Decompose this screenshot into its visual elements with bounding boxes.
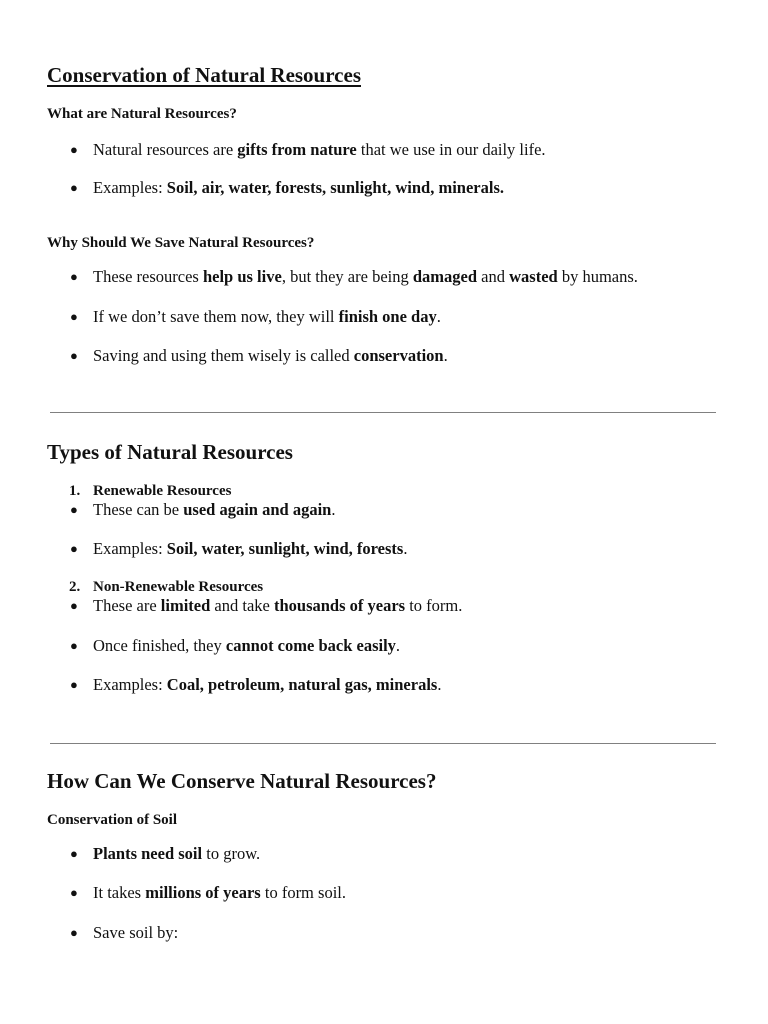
bold-run: wasted [509, 267, 558, 286]
text-run: and take [210, 596, 274, 615]
bold-run: millions of years [145, 883, 261, 902]
bullet-icon: ● [70, 180, 78, 195]
list-item [70, 178, 504, 198]
list-item [70, 539, 407, 559]
bold-run: finish one day [338, 307, 437, 326]
page-title: Conservation of Natural Resources [47, 63, 361, 87]
text-run: . [436, 307, 441, 326]
section-heading-why-save: Why Should We Save Natural Resources? [47, 235, 315, 251]
text-run: . [443, 346, 448, 365]
section-heading-conserve: How Can We Conserve Natural Resources? [47, 769, 437, 793]
bullet-icon: ● [70, 846, 78, 861]
bold-run: Soil, water, sunlight, wind, forests [166, 539, 404, 558]
text-run: Examples: [93, 675, 167, 694]
text-run: It takes [93, 883, 146, 902]
text-run: Natural resources are [93, 140, 238, 159]
list-item [70, 844, 260, 864]
bold-run: Plants need soil [93, 844, 203, 863]
bold-run: help us live [202, 267, 282, 286]
bold-run: Coal, petroleum, natural gas, minerals [166, 675, 438, 694]
text-run: that we use in our daily life. [356, 140, 546, 159]
section-heading-types: Types of Natural Resources [47, 440, 293, 464]
text-run: by humans. [557, 267, 638, 286]
text-run: If we don’t save them now, they will [93, 307, 339, 326]
horizontal-divider [50, 412, 716, 413]
bullet-icon: ● [70, 541, 78, 556]
bullet-icon: ● [70, 638, 78, 653]
text-run: to form soil. [260, 883, 346, 902]
horizontal-divider [50, 743, 716, 744]
numbered-item-renewable [69, 483, 231, 500]
text-run: Saving and using them wisely is called [93, 346, 354, 365]
list-item [70, 675, 441, 695]
bullet-icon: ● [70, 269, 78, 284]
item-label: Renewable Resources [93, 483, 232, 499]
bullet-icon: ● [70, 598, 78, 613]
text-run: , but they are being [281, 267, 413, 286]
bullet-icon: ● [70, 142, 78, 157]
bullet-icon: ● [70, 502, 78, 517]
list-item [70, 307, 441, 327]
bold-run: used again and again [183, 500, 332, 519]
bullet-icon: ● [70, 348, 78, 363]
bold-run: conservation [353, 346, 444, 365]
list-item [70, 140, 546, 160]
numbered-item-non-renewable [69, 579, 263, 596]
text-run: . [403, 539, 408, 558]
bold-run: cannot come back easily [225, 636, 396, 655]
bullet-icon: ● [70, 677, 78, 692]
text-run: and [477, 267, 510, 286]
bold-run: Soil, air, water, forests, sunlight, wind, minerals. [166, 178, 504, 197]
bullet-icon: ● [70, 309, 78, 324]
list-item [70, 267, 638, 287]
section-heading-what-are: What are Natural Resources? [47, 106, 237, 122]
bold-run: limited [160, 596, 211, 615]
item-number: 2. [69, 579, 81, 595]
text-run: Save soil by: [93, 923, 179, 942]
bold-run: damaged [412, 267, 478, 286]
list-item [70, 883, 346, 903]
text-run: Once finished, they [93, 636, 226, 655]
list-item [70, 923, 178, 943]
text-run: These can be [93, 500, 184, 519]
item-number: 1. [69, 483, 81, 499]
bullet-icon: ● [70, 925, 78, 940]
text-run: to form. [405, 596, 463, 615]
text-run: Examples: [93, 178, 167, 197]
list-item [70, 596, 462, 616]
bullet-icon: ● [70, 885, 78, 900]
list-item [70, 346, 448, 366]
text-run: . [331, 500, 336, 519]
text-run: These are [93, 596, 161, 615]
text-run: . [395, 636, 401, 655]
list-item [70, 500, 335, 520]
text-run: These resources [93, 267, 203, 286]
bold-run: gifts from nature [237, 140, 357, 159]
list-item [70, 636, 400, 656]
text-run: Examples: [93, 539, 167, 558]
subheading-conservation-of-soil: Conservation of Soil [47, 812, 178, 828]
text-run: to grow. [202, 844, 261, 863]
text-run: . [437, 675, 442, 694]
bold-run: thousands of years [273, 596, 406, 615]
item-label: Non-Renewable Resources [93, 579, 264, 595]
